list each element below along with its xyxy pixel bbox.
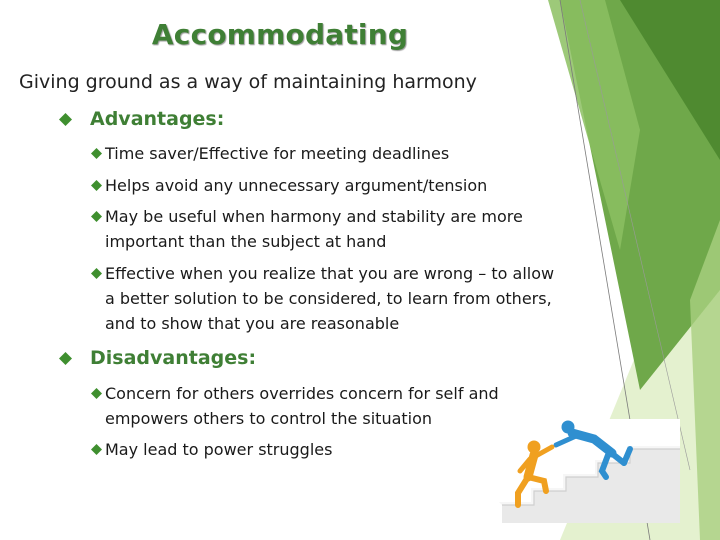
disadvantages-heading (59, 347, 256, 369)
slide-title: Accommodating (151, 18, 409, 51)
slide-subtitle: Giving ground as a way of maintaining harmony (19, 71, 477, 93)
list-item-text: Concern for others overrides concern for self and empowers others to control the situation (105, 384, 499, 428)
list-item-text: May lead to power struggles (105, 440, 333, 459)
list-item-text: May be useful when harmony and stability are more important than the subject at hand (105, 207, 523, 251)
list-item (91, 141, 560, 166)
helping-hand-stairs-illustration (472, 419, 680, 523)
diamond-bullet-icon (91, 211, 102, 222)
advantages-heading (59, 108, 224, 130)
list-item (91, 173, 560, 198)
disadvantages-heading-text: Disadvantages: (90, 347, 257, 369)
list-item (91, 261, 560, 336)
diamond-bullet-icon (91, 268, 102, 279)
diamond-bullet-icon (91, 180, 102, 191)
diamond-bullet-icon (91, 388, 102, 399)
diamond-bullet-icon (59, 113, 72, 126)
diamond-bullet-icon (59, 352, 72, 365)
list-item-text: Helps avoid any unnecessary argument/tension (105, 176, 488, 195)
list-item (91, 204, 560, 254)
list-item-text: Time saver/Effective for meeting deadlines (105, 144, 450, 163)
diamond-bullet-icon (91, 148, 102, 159)
advantages-heading-text: Advantages: (90, 108, 225, 130)
diamond-bullet-icon (91, 444, 102, 455)
list-item-text: Effective when you realize that you are wrong – to allow a better solution to be considered, to learn from others, and to show that you are reasonable (105, 264, 555, 333)
